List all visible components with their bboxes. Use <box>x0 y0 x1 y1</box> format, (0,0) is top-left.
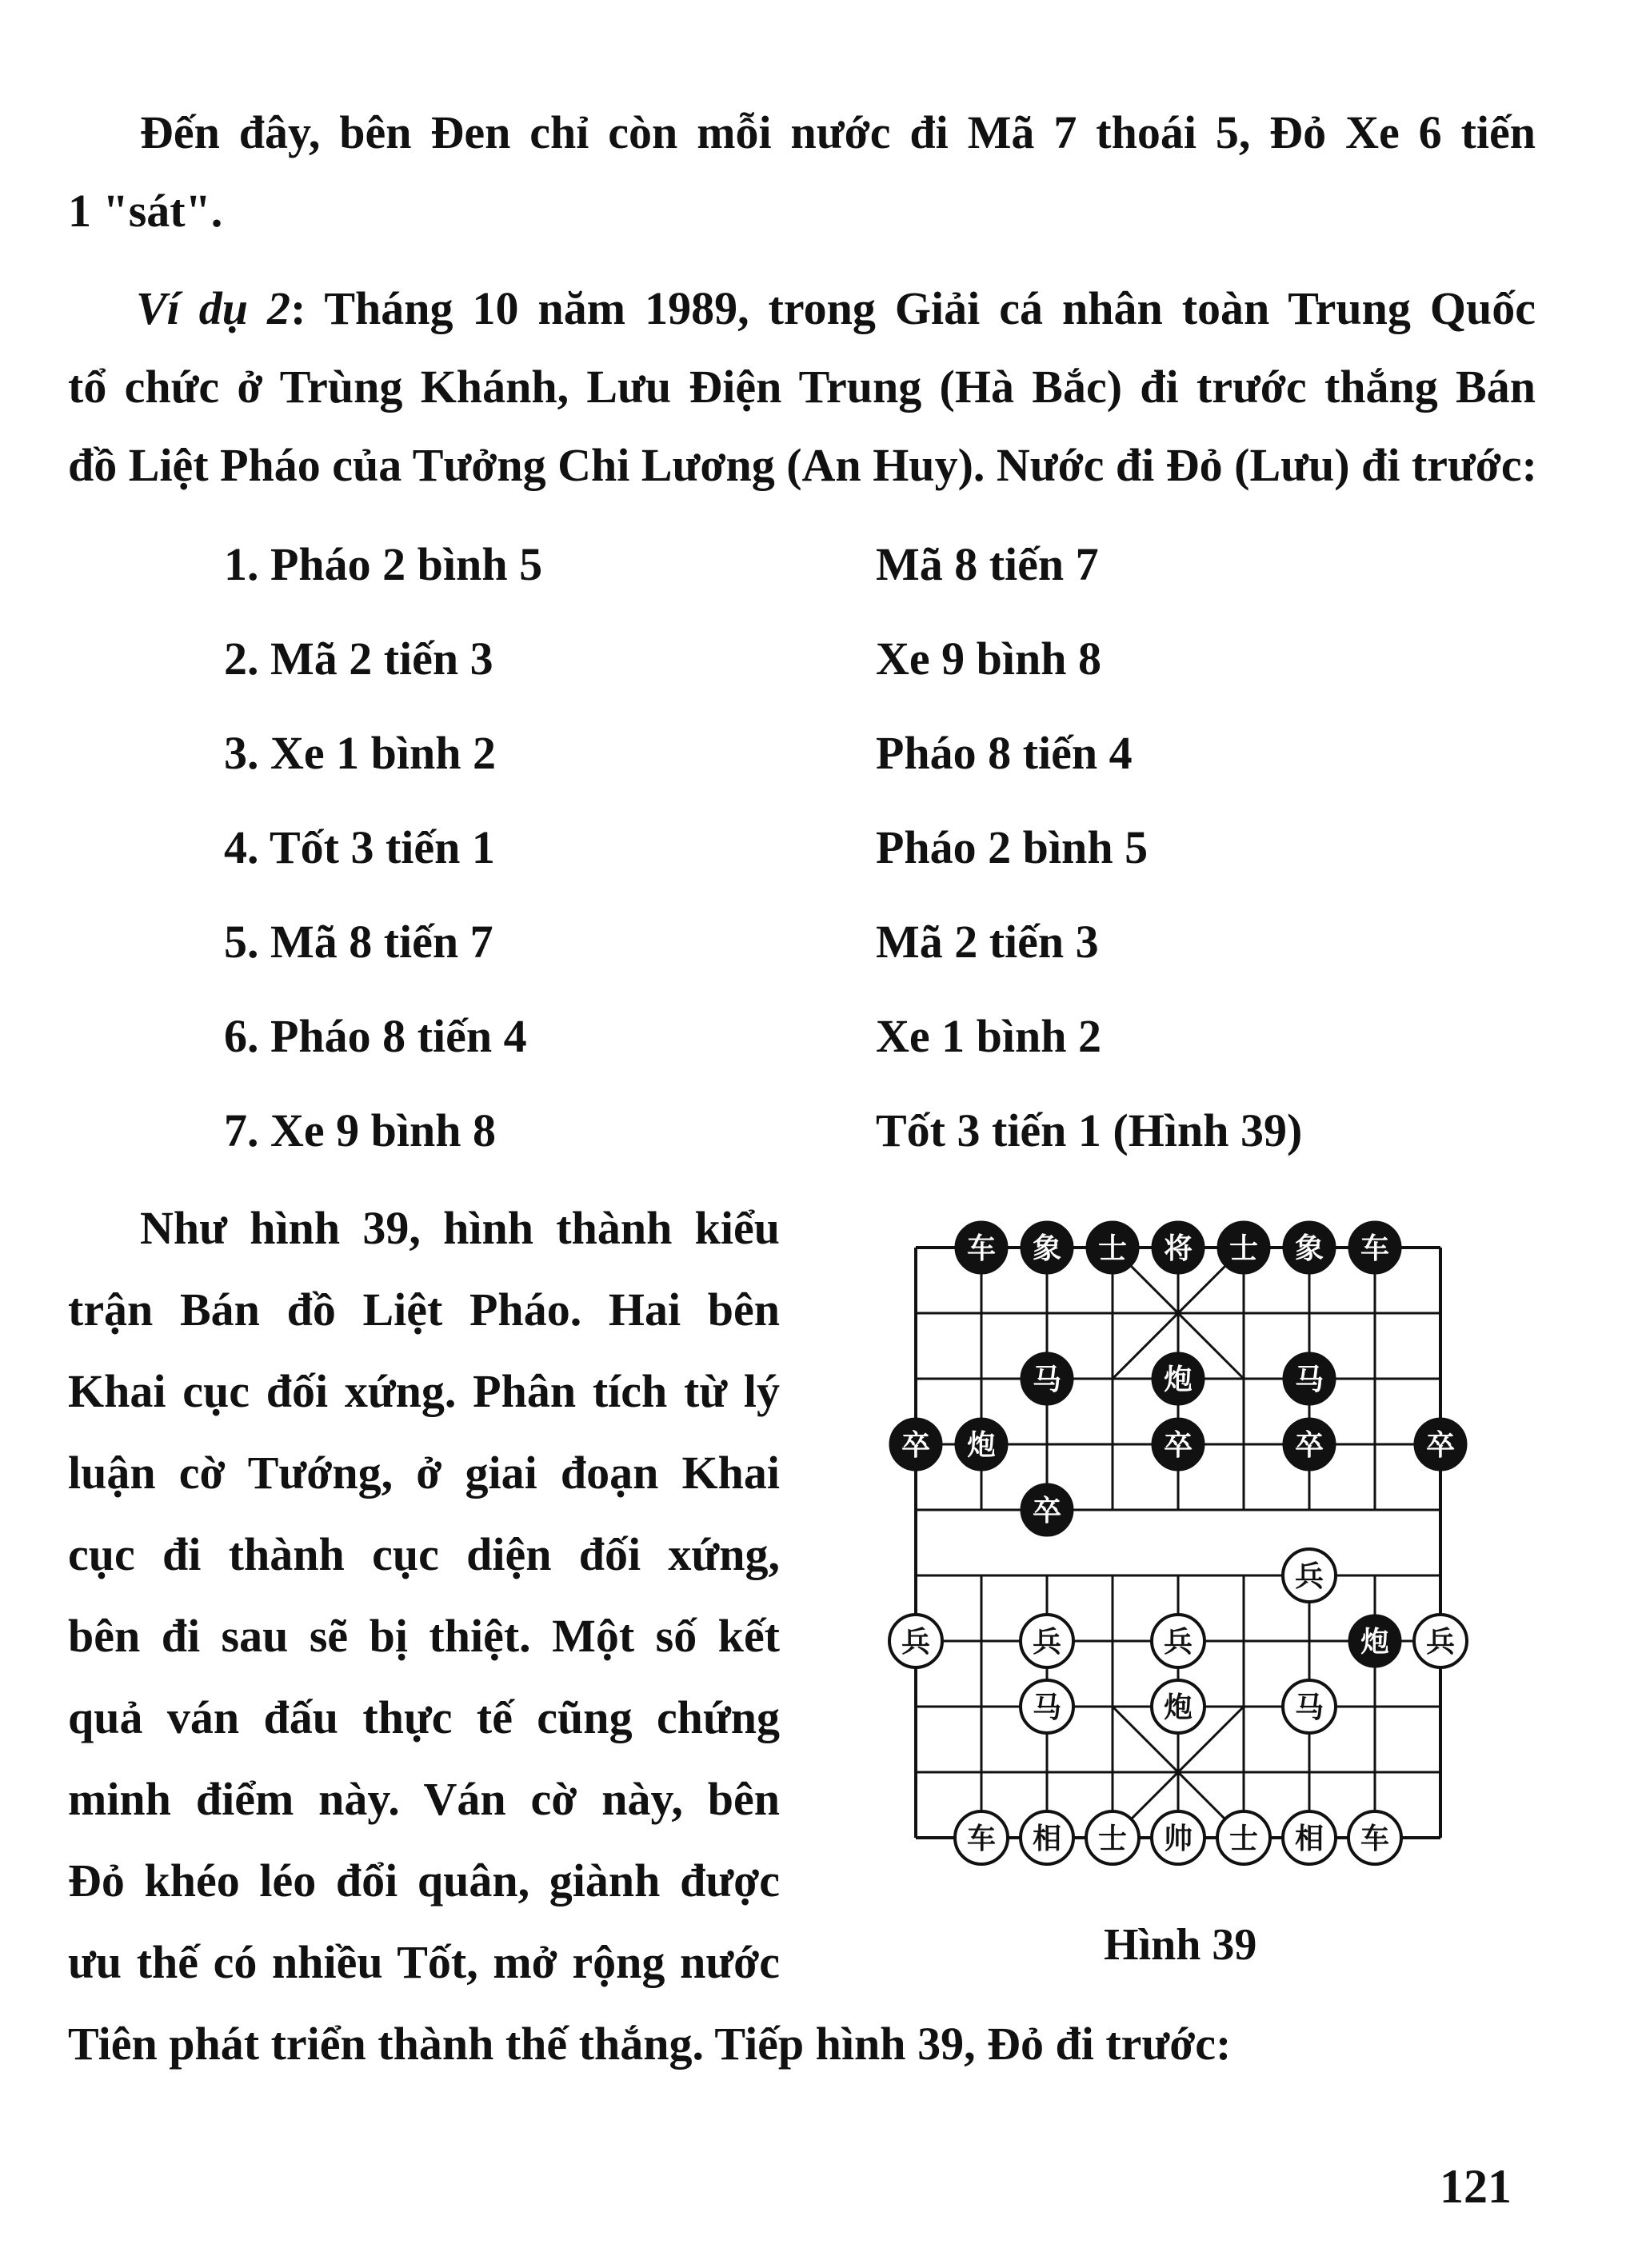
red-piece <box>1283 1811 1336 1864</box>
black-piece <box>1348 1615 1401 1667</box>
move-black-5: Mã 2 tiến 3 <box>876 916 1099 968</box>
black-piece <box>1021 1352 1073 1405</box>
red-piece <box>1152 1811 1205 1864</box>
analysis-line-7: quả ván đấu thực tế cũng chứng <box>68 1691 780 1743</box>
red-piece <box>1348 1811 1401 1864</box>
red-piece <box>1152 1615 1205 1667</box>
move-red-4: 4. Tốt 3 tiến 1 <box>224 821 495 873</box>
piece-glyph: 马 <box>1032 1691 1062 1724</box>
piece-glyph: 卒 <box>1294 1429 1324 1462</box>
red-piece <box>1021 1680 1073 1733</box>
piece-glyph: 炮 <box>1163 1691 1193 1724</box>
piece-glyph: 士 <box>1097 1232 1128 1265</box>
red-piece <box>889 1615 942 1667</box>
piece-glyph: 将 <box>1163 1232 1193 1265</box>
move-black-6: Xe 1 bình 2 <box>876 1010 1102 1062</box>
move-red-6: 6. Pháo 8 tiến 4 <box>224 1010 527 1062</box>
piece-glyph: 士 <box>1228 1823 1259 1855</box>
black-piece <box>1217 1221 1270 1274</box>
analysis-line-6: bên đi sau sẽ bị thiệt. Một số kết <box>68 1610 780 1662</box>
move-red-7: 7. Xe 9 bình 8 <box>224 1104 497 1156</box>
black-piece <box>1348 1221 1401 1274</box>
example-line-1 <box>136 280 1536 337</box>
red-piece <box>1152 1680 1205 1733</box>
piece-glyph: 兵 <box>1163 1626 1193 1659</box>
red-piece <box>1021 1811 1073 1864</box>
piece-glyph: 士 <box>1228 1232 1259 1265</box>
xiangqi-board-figure <box>868 1200 1484 1887</box>
move-black-7: Tốt 3 tiến 1 (Hình 39) <box>876 1104 1303 1156</box>
piece-glyph: 马 <box>1032 1364 1062 1396</box>
red-piece <box>1021 1615 1073 1667</box>
move-red-1: 1. Pháo 2 bình 5 <box>224 538 543 590</box>
piece-glyph: 车 <box>1360 1823 1390 1855</box>
piece-glyph: 炮 <box>966 1429 997 1462</box>
piece-glyph: 兵 <box>1294 1560 1324 1593</box>
piece-glyph: 卒 <box>901 1429 931 1462</box>
xiangqi-board <box>868 1200 1484 1887</box>
red-piece <box>1283 1549 1336 1602</box>
red-piece <box>1086 1811 1139 1864</box>
analysis-line-8: minh điểm này. Ván cờ này, bên <box>68 1773 780 1825</box>
black-piece <box>1414 1418 1467 1471</box>
piece-glyph: 车 <box>966 1823 997 1855</box>
example-line-2: tổ chức ở Trùng Khánh, Lưu Điện Trung (Hà Bắc) đi trước thắng Bán <box>68 361 1536 413</box>
analysis-line-9: Đỏ khéo léo đổi quân, giành được <box>68 1855 780 1907</box>
piece-glyph: 炮 <box>1163 1364 1193 1396</box>
black-piece <box>955 1418 1008 1471</box>
piece-glyph: 相 <box>1294 1823 1324 1855</box>
piece-glyph: 象 <box>1032 1232 1062 1265</box>
black-piece <box>1152 1418 1205 1471</box>
piece-glyph: 象 <box>1294 1232 1324 1265</box>
red-piece <box>1217 1811 1270 1864</box>
piece-glyph: 兵 <box>1425 1626 1456 1659</box>
piece-glyph: 马 <box>1294 1364 1324 1396</box>
black-piece <box>1283 1418 1336 1471</box>
analysis-line-4: luận cờ Tướng, ở giai đoạn Khai <box>68 1447 780 1499</box>
piece-glyph: 兵 <box>1032 1626 1062 1659</box>
black-piece <box>1152 1352 1205 1405</box>
intro-line-1: Đến đây, bên Đen chỉ còn mỗi nước đi Mã 7 thoái 5, Đỏ Xe 6 tiến <box>140 106 1536 158</box>
intro-line-2: 1 "sát". <box>68 185 223 237</box>
example-label: Ví dụ 2 <box>136 282 291 334</box>
piece-glyph: 炮 <box>1360 1626 1390 1659</box>
example-line-3: đồ Liệt Pháo của Tưởng Chi Lương (An Huy). Nước đi Đỏ (Lưu) đi trước: <box>68 439 1537 491</box>
red-piece <box>1283 1680 1336 1733</box>
move-black-2: Xe 9 bình 8 <box>876 633 1102 685</box>
piece-glyph: 卒 <box>1163 1429 1193 1462</box>
black-piece <box>1283 1352 1336 1405</box>
move-red-2: 2. Mã 2 tiến 3 <box>224 633 493 685</box>
analysis-line-2: trận Bán đồ Liệt Pháo. Hai bên <box>68 1284 780 1336</box>
example-line-1-text: : Tháng 10 năm 1989, trong Giải cá nhân toàn Trung Quốc <box>290 282 1536 334</box>
black-piece <box>889 1418 942 1471</box>
piece-glyph: 车 <box>966 1232 997 1265</box>
piece-glyph: 马 <box>1294 1691 1324 1724</box>
move-red-5: 5. Mã 8 tiến 7 <box>224 916 493 968</box>
figure-caption: Hình 39 <box>1104 1920 1257 1970</box>
piece-glyph: 相 <box>1032 1823 1062 1855</box>
piece-glyph: 兵 <box>901 1626 931 1659</box>
analysis-line-5: cục đi thành cục diện đối xứng, <box>68 1528 780 1580</box>
black-piece <box>1021 1221 1073 1274</box>
piece-glyph: 士 <box>1097 1823 1128 1855</box>
black-piece <box>1152 1221 1205 1274</box>
page-number: 121 <box>1440 2160 1512 2213</box>
black-piece <box>1021 1483 1073 1536</box>
black-piece <box>955 1221 1008 1274</box>
analysis-line-10: ưu thế có nhiều Tốt, mở rộng nước <box>68 1936 780 1988</box>
move-black-1: Mã 8 tiến 7 <box>876 538 1099 590</box>
black-piece <box>1283 1221 1336 1274</box>
red-piece <box>955 1811 1008 1864</box>
piece-glyph: 帅 <box>1163 1823 1193 1855</box>
piece-glyph: 卒 <box>1032 1495 1062 1527</box>
analysis-line-3: Khai cục đối xứng. Phân tích từ lý <box>68 1365 780 1417</box>
closing-line: Tiên phát triển thành thế thắng. Tiếp hình 39, Đỏ đi trước: <box>68 2018 1232 2070</box>
move-red-3: 3. Xe 1 bình 2 <box>224 727 497 779</box>
piece-glyph: 卒 <box>1425 1429 1456 1462</box>
piece-glyph: 车 <box>1360 1232 1390 1265</box>
red-piece <box>1414 1615 1467 1667</box>
move-black-4: Pháo 2 bình 5 <box>876 821 1149 873</box>
move-black-3: Pháo 8 tiến 4 <box>876 727 1133 779</box>
black-piece <box>1086 1221 1139 1274</box>
analysis-line-1: Như hình 39, hình thành kiểu <box>140 1202 780 1254</box>
